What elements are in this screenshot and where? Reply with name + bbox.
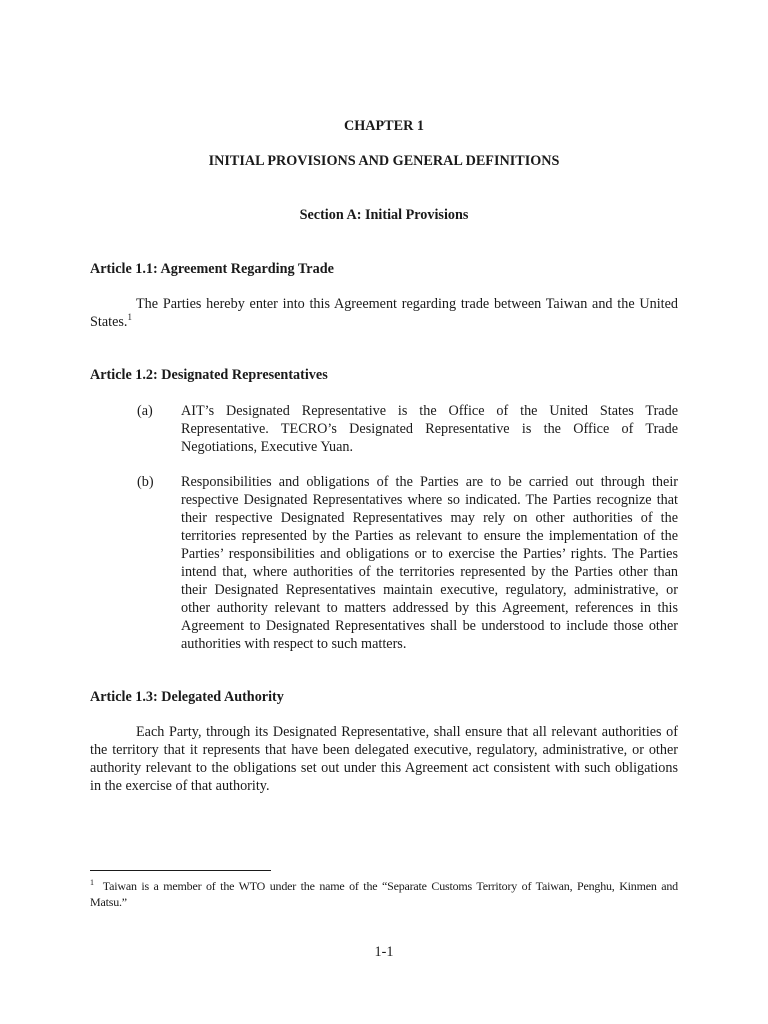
footnote-text: Taiwan is a member of the WTO under the name of the “Separate Customs Territory of Taiwan, Penghu, Kinmen and Matsu.” xyxy=(90,879,678,909)
chapter-title: INITIAL PROVISIONS AND GENERAL DEFINITIONS xyxy=(208,153,560,169)
article-1-3-heading: Article 1.3: Delegated Authority xyxy=(90,689,284,705)
footnote-separator xyxy=(90,870,271,871)
item-a-text: AIT’s Designated Representative is the Office of the United States Trade Representative. TECRO’s Designated Representative is the Office of Trade Negotiations, Executive Yuan. xyxy=(181,403,678,455)
footnote-marker: 1 xyxy=(90,878,94,887)
item-a-label: (a) xyxy=(137,403,153,419)
article-1-3-paragraph: Each Party, through its Designated Representative, shall ensure that all relevant authorities of the territory that it represents that have been delegated executive, regulatory, administrative, or other authority relevant to the obligations set out under this Agreement act consistent with such obligations in the exercise of that authority. xyxy=(90,724,678,794)
footnote xyxy=(90,878,678,910)
article-1-1-paragraph xyxy=(90,295,678,331)
article-1-2-heading: Article 1.2: Designated Representatives xyxy=(90,367,328,383)
page-number: 1-1 xyxy=(374,944,394,960)
article-1-1-heading: Article 1.1: Agreement Regarding Trade xyxy=(90,261,334,277)
footnote-reference[interactable]: 1 xyxy=(127,312,132,322)
section-title: Section A: Initial Provisions xyxy=(299,207,469,223)
chapter-label: CHAPTER 1 xyxy=(343,118,424,134)
article-1-1-text: The Parties hereby enter into this Agreement regarding trade between Taiwan and the United States. xyxy=(90,296,678,330)
item-b-label: (b) xyxy=(137,474,154,490)
item-b-text: Responsibilities and obligations of the Parties are to be carried out through their respective Designated Representatives where so indicated. The Parties recognize that their respective Designated Representatives may rely on other authorities of the territories represented by the Parties as relevant to ensure the implementation of the Parties’ responsibilities and obligations or to exercise the Parties’ rights. The Parties intend that, where authorities of the territories represented by the Parties other than their Designated Representatives maintain executive, regulatory, administrative, or other authority relevant to matters addressed by this Agreement, references in this Agreement to Designated Representatives shall be understood to include those other authorities with respect to such matters. xyxy=(181,474,678,652)
